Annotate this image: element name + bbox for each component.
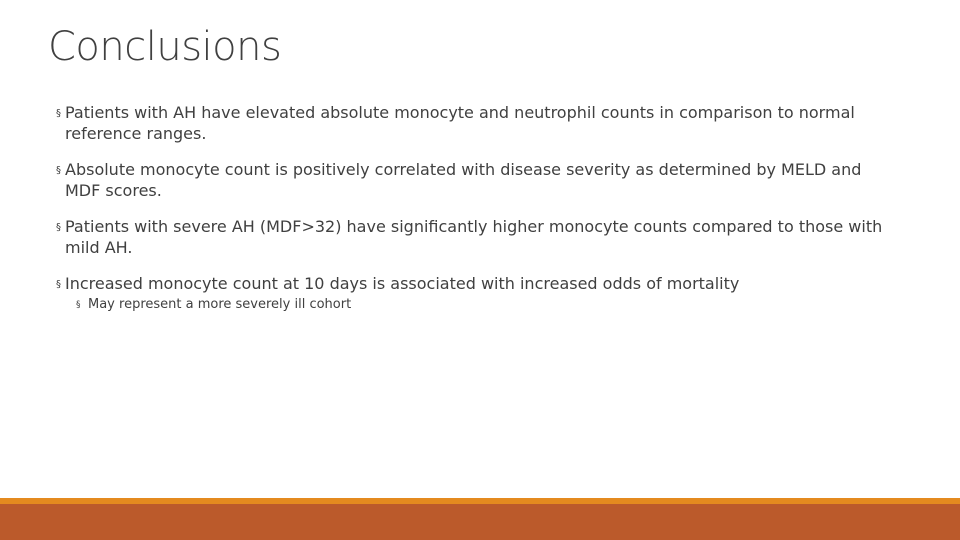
sub-bullet-text: May represent a more severely ill cohort — [88, 297, 352, 312]
bullet-item — [56, 216, 886, 258]
footer-accent-bar-thick — [0, 504, 960, 540]
bullet-marker-icon: § — [56, 222, 61, 233]
bullet-text: Patients with AH have elevated absolute monocyte and neutrophil counts in comparison to normal reference ranges. — [65, 103, 855, 143]
bullet-marker-icon: § — [56, 108, 61, 119]
bullet-marker-icon: § — [56, 279, 61, 290]
bullet-text: Increased monocyte count at 10 days is associated with increased odds of mortality — [65, 274, 740, 293]
bullet-text: Patients with severe AH (MDF>32) have significantly higher monocyte counts compared to those with mild AH. — [65, 217, 883, 257]
bullet-marker-icon: § — [56, 165, 61, 176]
bullet-item — [56, 273, 886, 294]
bullet-list — [56, 102, 886, 314]
bullet-text: Absolute monocyte count is positively correlated with disease severity as determined by MELD and MDF scores. — [65, 160, 862, 200]
slide-title: Conclusions — [48, 24, 282, 70]
bullet-item — [56, 102, 886, 144]
sub-bullet-item — [76, 296, 886, 314]
bullet-item — [56, 159, 886, 201]
sub-bullet-marker-icon: § — [76, 300, 81, 310]
